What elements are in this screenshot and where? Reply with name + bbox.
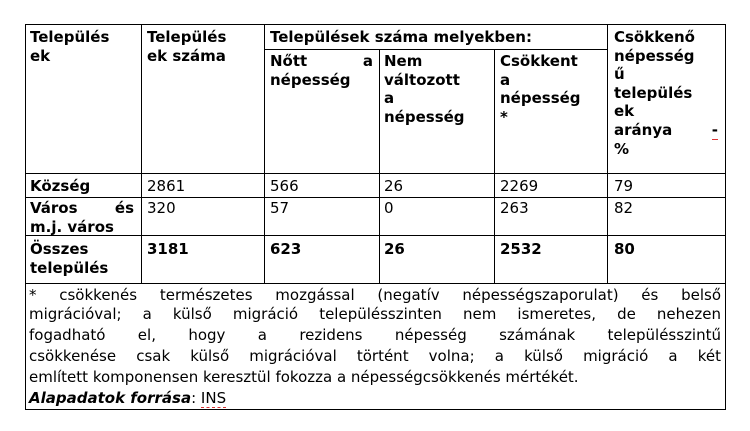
col-rule-5: [607, 25, 608, 283]
cell-value: 2269: [500, 177, 539, 195]
cell-total: 26: [384, 240, 405, 258]
group-header-rule: [264, 49, 607, 50]
source-value: INS: [200, 389, 227, 407]
footnote-line: * csökkenés természetes mozgással (negatív népességszaporulat) és belső: [29, 286, 721, 304]
cell-total: 623: [270, 240, 302, 258]
row-label-varos: Város és m.j. város: [30, 199, 134, 236]
source-label: Alapadatok forrása: [29, 389, 192, 407]
row-rule-1: [26, 197, 725, 198]
cell-total: 80: [614, 240, 635, 258]
footnote-line: csökkenése csak külső migrációval történt volna; a külső migráció a két: [29, 347, 721, 365]
row-label-osszes: Összes település: [30, 240, 109, 277]
cell-total: 2532: [500, 240, 542, 258]
header-csokkent: Csökkent a népesség *: [500, 52, 581, 126]
cell-value: 263: [500, 199, 529, 217]
cell-value: 0: [384, 199, 394, 217]
cell-value: 79: [614, 177, 634, 195]
cell-value: 57: [270, 199, 290, 217]
source-line: [29, 389, 226, 408]
col-rule-3: [379, 49, 380, 283]
header-nem-valtozott: Nem változott a népesség: [384, 52, 465, 126]
table-bottom-rule: [26, 283, 725, 284]
header-csokkeno-arany: Csökkenő népesség ű település ek aránya - %: [614, 28, 718, 158]
header-telepulesek: Település ek: [30, 28, 110, 65]
header-nott-a-nepesseg: Nőtt a népesség: [270, 52, 373, 89]
cell-value: 26: [384, 177, 404, 195]
cell-value: 566: [270, 177, 299, 195]
footnote-line: migrációval; a külső migráció településszinten nem ismeretes, de nehezen: [29, 305, 721, 323]
cell-value: 82: [614, 199, 634, 217]
header-telepulesek-szama: Település ek száma: [147, 28, 227, 65]
cell-value: 320: [147, 199, 176, 217]
footnote-line: említett komponensen keresztül fokozza a népességcsökkenés mértékét.: [29, 368, 579, 386]
col-rule-1: [141, 25, 142, 283]
cell-total: 3181: [147, 240, 189, 258]
col-rule-4: [494, 49, 495, 283]
row-label-kozseg: Község: [30, 177, 91, 195]
source-separator: :: [191, 389, 197, 407]
col-rule-2: [264, 25, 265, 283]
header-bottom-rule: [26, 173, 725, 174]
header-group: Települések száma melyekben:: [270, 28, 532, 46]
cell-value: 2861: [147, 177, 186, 195]
footnote-line: fogadható el, hogy a rezidens népesség számának településszintű: [29, 326, 721, 344]
